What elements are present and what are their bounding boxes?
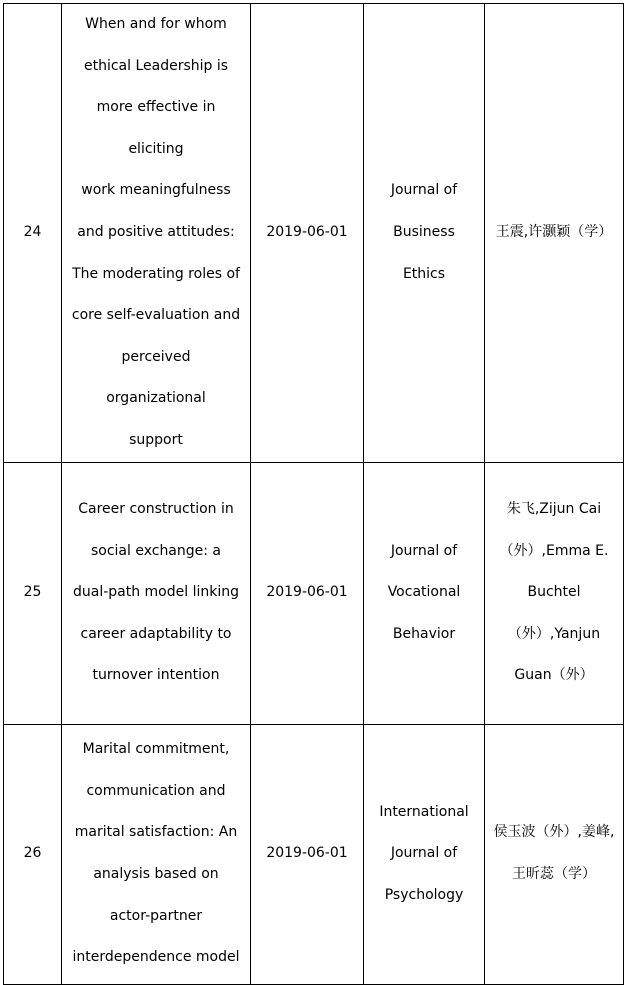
authors: 侯玉波（外）,姜峰, 王昕蕊（学） xyxy=(485,724,624,984)
table-row xyxy=(4,724,624,984)
table-row xyxy=(4,462,624,724)
paper-title: Marital commitment, communication and marital satisfaction: An analysis based on actor-partner interdependence model xyxy=(62,724,251,984)
table-row xyxy=(4,4,624,463)
row-number: 26 xyxy=(4,724,62,984)
paper-title: Career construction in social exchange: a dual-path model linking career adaptability to turnover intention xyxy=(62,462,251,724)
publish-date: 2019-06-01 xyxy=(251,462,364,724)
publish-date: 2019-06-01 xyxy=(251,4,364,463)
row-number: 24 xyxy=(4,4,62,463)
publications-table xyxy=(3,3,624,985)
authors: 王震,许灏颖（学） xyxy=(485,4,624,463)
paper-title: When and for whom ethical Leadership is more effective in eliciting work meaningfulness and positive attitudes: The moderating roles of core self-evaluation and perceived organizational support xyxy=(62,4,251,463)
publish-date: 2019-06-01 xyxy=(251,724,364,984)
journal-name: International Journal of Psychology xyxy=(364,724,485,984)
journal-name: Journal of Business Ethics xyxy=(364,4,485,463)
authors: 朱飞,Zijun Cai （外）,Emma E. Buchtel （外）,Yanjun Guan（外） xyxy=(485,462,624,724)
journal-name: Journal of Vocational Behavior xyxy=(364,462,485,724)
row-number: 25 xyxy=(4,462,62,724)
